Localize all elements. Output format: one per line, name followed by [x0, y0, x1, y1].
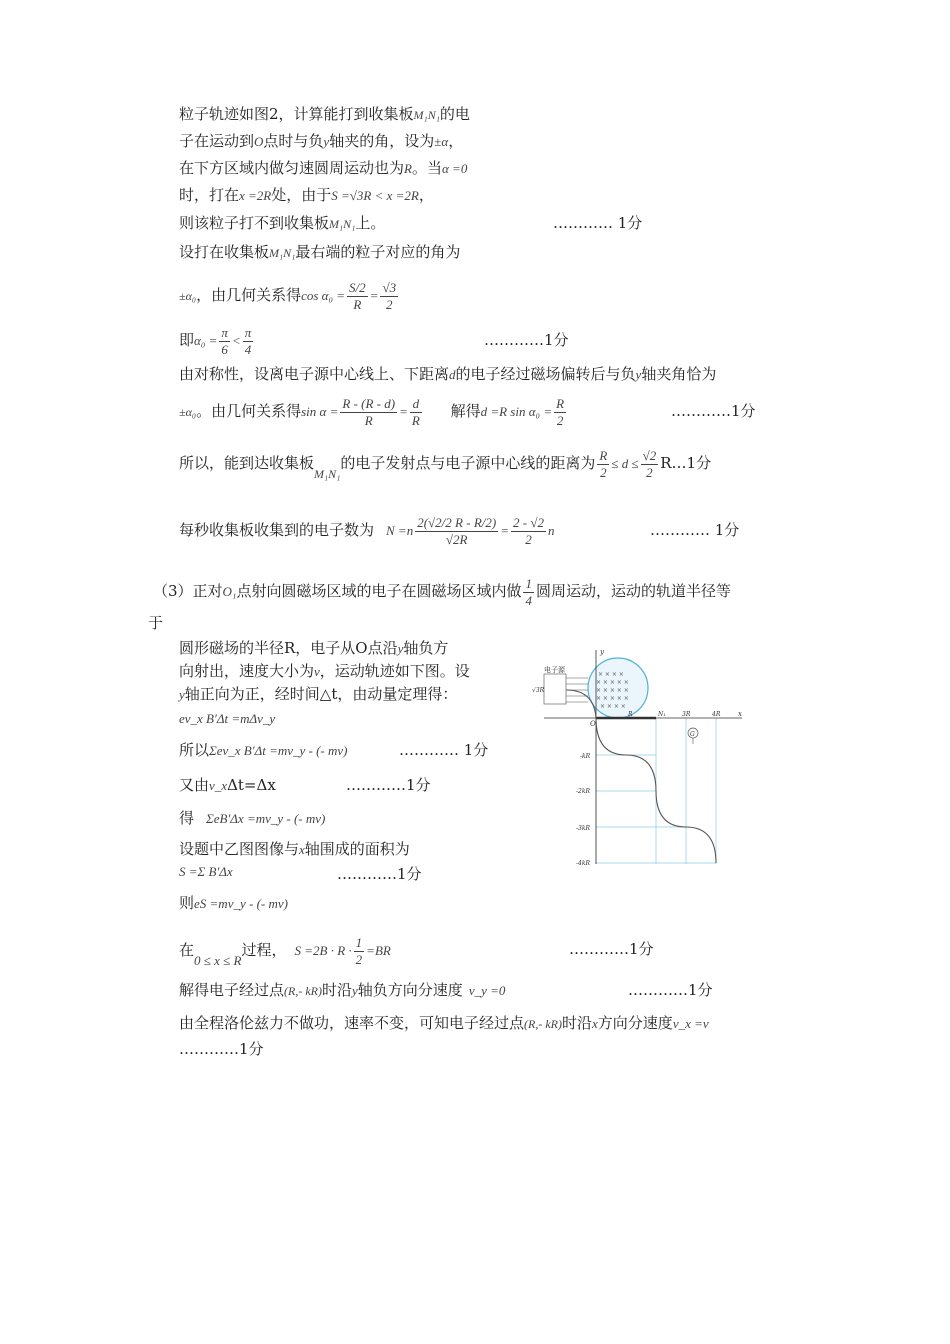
- text-line: [179, 838, 410, 861]
- math-symbol: y: [179, 687, 185, 702]
- ytick-label: -2kR: [576, 788, 590, 795]
- numerator: S/2: [349, 279, 366, 295]
- svg-text:× × × × ×: × × × × ×: [596, 687, 629, 694]
- fraction: [523, 576, 534, 609]
- text-line: [179, 979, 505, 1002]
- math-symbol: 0 ≤ x ≤ R: [194, 953, 242, 968]
- fraction: [511, 515, 546, 548]
- math-symbol: x =2R: [239, 188, 272, 203]
- math-symbol: =BR: [366, 943, 391, 958]
- text-line: [179, 241, 460, 264]
- text-line: [179, 103, 470, 126]
- math-symbol: d: [449, 367, 456, 382]
- fraction: [641, 448, 659, 481]
- score-mark: ………… 1分: [553, 214, 643, 232]
- numerator: 1: [525, 575, 532, 591]
- denominator: 4: [244, 341, 252, 357]
- numerator: R - (R - d): [342, 395, 396, 411]
- text: 上。: [355, 214, 386, 232]
- math-symbol: n: [547, 523, 555, 538]
- numerator: R: [599, 447, 608, 463]
- denominator: 2: [355, 951, 363, 967]
- text: 得: [179, 809, 195, 827]
- fraction: [354, 935, 365, 968]
- text-line: [179, 637, 448, 660]
- text: 最右端的粒子对应的角为: [295, 243, 461, 261]
- text: 。当: [411, 159, 442, 177]
- text: 时沿: [322, 981, 353, 999]
- text-line: 于: [148, 614, 164, 632]
- score-mark: R…1分: [660, 454, 712, 472]
- fraction: [415, 515, 498, 548]
- math-symbol: R: [404, 161, 412, 176]
- text: （3）正对: [153, 582, 223, 600]
- text: 由全程洛伦兹力不做功，速率不变，可知电子经过点: [179, 1014, 525, 1032]
- denominator: R: [353, 296, 362, 312]
- equation: S =Σ B′Δx: [179, 864, 233, 879]
- fraction: [347, 280, 368, 313]
- text: 向射出，速度大小为: [179, 662, 315, 680]
- math-symbol: α₀ =: [194, 333, 218, 348]
- numerator: 1: [355, 934, 363, 950]
- denominator: 2: [525, 531, 532, 547]
- math-symbol: ±α: [434, 134, 449, 149]
- math-symbol: M₁N₁: [329, 217, 356, 231]
- math-symbol: ≤ d ≤: [611, 456, 639, 471]
- ytick-label: -3kR: [576, 825, 590, 832]
- text-line: [179, 739, 348, 762]
- denominator: √2R: [445, 531, 468, 547]
- math-symbol: y: [323, 134, 330, 149]
- text: ，: [418, 186, 434, 204]
- text: 则该粒子打不到收集板: [179, 214, 330, 232]
- text-line: ±α₀。由几何关系得sin α = $\frac{R - (R - d)}{R}$ = $\frac{d}{R}$ 解得d =R sin α₀ = $\frac{R}{2}$: [179, 395, 565, 428]
- math-symbol: v_y =0: [468, 983, 506, 998]
- tick-R: R: [628, 711, 633, 718]
- text: Δt=Δx: [227, 776, 276, 794]
- text: 轴负方: [403, 639, 449, 657]
- svg-text:× × × × ×: × × × × ×: [596, 695, 629, 702]
- math-symbol: sin α =: [301, 404, 339, 419]
- text-line: [179, 157, 467, 180]
- denominator: 6: [221, 341, 228, 357]
- equation: Σev_x B′Δt =mv_y - (- mv): [209, 743, 348, 758]
- x-axis-label: x: [738, 710, 742, 718]
- text: 轴围成的面积为: [304, 840, 410, 858]
- fraction: [554, 396, 566, 429]
- numerator: √3: [382, 279, 397, 295]
- origin-label: O: [590, 720, 596, 728]
- math-symbol: S =√3R < x =2R: [331, 188, 419, 203]
- text: 圆形磁场的半径R，电子从O点沿: [179, 639, 398, 657]
- text-line: ±α₀，由几何关系得cos α₀ = $\frac{S/2}{R}$ = $\frac{√3}{2}$: [179, 279, 397, 312]
- denominator: 2: [646, 464, 653, 480]
- text: 即: [179, 331, 195, 349]
- math-symbol: ±α₀: [179, 289, 197, 303]
- numerator: √2: [642, 447, 657, 463]
- text: 解得电子经过点: [179, 981, 285, 999]
- math-symbol: v_x =v: [672, 1016, 709, 1031]
- text: 处，由于: [271, 186, 332, 204]
- tick-N1: N₁: [658, 711, 666, 718]
- svg-text:× × × ×: × × × ×: [598, 671, 624, 678]
- text: 时沿: [562, 1014, 593, 1032]
- math-symbol: (R,- kR): [284, 984, 322, 998]
- numerator: d: [410, 396, 422, 413]
- math-symbol: M₁N₁: [269, 246, 296, 260]
- text: 每秒收集板收集到的电子数为: [179, 521, 375, 539]
- text-line: [179, 212, 385, 235]
- math-symbol: y: [397, 641, 404, 656]
- math-symbol: M₁N₁: [413, 108, 440, 122]
- equation: ΣeB′Δx =mv_y - (- mv): [206, 811, 326, 826]
- fraction: [380, 280, 398, 313]
- text: 方向分速度: [597, 1014, 673, 1032]
- text: 又由: [179, 776, 210, 794]
- text: 所以: [179, 741, 210, 759]
- electron-source: [544, 674, 566, 704]
- ytick-label: -kR: [580, 753, 591, 760]
- math-symbol: S =2B · R ·: [294, 943, 352, 958]
- text: 轴夹角恰为: [641, 365, 717, 383]
- text: 时，打在: [179, 186, 240, 204]
- text: 的电: [439, 105, 470, 123]
- text-line: [179, 930, 391, 970]
- text: 轴夹的角，设为: [329, 132, 435, 150]
- score-mark: …………1分: [671, 402, 756, 420]
- text: 粒子轨迹如图2，计算能打到收集板: [179, 105, 414, 123]
- ytick-label: -4kR: [576, 860, 590, 867]
- text: 轴负方向分速度: [357, 981, 463, 999]
- text: 的电子发射点与电子源中心线的距离为: [340, 454, 596, 472]
- fraction: [243, 325, 254, 358]
- math-symbol: cos α₀ =: [301, 288, 346, 303]
- denominator: 2: [556, 412, 564, 428]
- svg-text:× × × ×: × × × ×: [600, 703, 626, 710]
- numerator: π: [244, 324, 252, 340]
- text: 点时与负: [263, 132, 324, 150]
- text: 由对称性，设离电子源中心线上、下距离: [179, 365, 450, 383]
- numerator: 2 - √2: [512, 514, 544, 530]
- text-line: [179, 892, 288, 915]
- score-mark: …………1分: [337, 865, 422, 883]
- source-label: 电子源: [544, 666, 565, 674]
- text-line: [153, 574, 731, 608]
- fraction: [219, 325, 230, 358]
- math-symbol: O: [254, 134, 264, 149]
- text: 的电子经过磁场偏转后与负: [455, 365, 636, 383]
- tick-3R: 3R: [682, 711, 691, 718]
- score-mark: …………1分: [569, 940, 654, 958]
- text-line: [179, 683, 457, 706]
- fraction: [340, 396, 397, 429]
- math-symbol: α =0: [441, 161, 468, 176]
- math-symbol: O₁: [222, 584, 237, 599]
- text-line: [179, 130, 463, 153]
- text: 设题中乙图图像与: [179, 840, 300, 858]
- text-line: [179, 184, 434, 207]
- text-line: [179, 1012, 709, 1035]
- score-mark: …………1分: [346, 776, 431, 794]
- math-symbol: M₁N₁: [314, 467, 341, 481]
- text-line: [179, 440, 711, 486]
- text: 则: [179, 894, 195, 912]
- text: 在下方区域内做匀速圆周运动也为: [179, 159, 405, 177]
- text-line: [179, 660, 470, 683]
- text: 子在运动到: [179, 132, 255, 150]
- denominator: 4: [525, 592, 532, 608]
- score-mark: ………… 1分: [399, 741, 489, 759]
- math-symbol: v: [314, 664, 320, 679]
- fraction: [597, 448, 609, 481]
- text: ，: [448, 132, 464, 150]
- text: 所以，能到达收集板: [179, 454, 315, 472]
- math-symbol: ±α₀: [179, 405, 197, 419]
- text: ，运动轨迹如下图。设: [319, 662, 470, 680]
- score-mark: …………1分: [628, 981, 713, 999]
- math-symbol: d =R sin α₀ =: [480, 404, 553, 419]
- text: ，由几何关系得: [196, 286, 302, 304]
- source-width-label: √3R: [532, 687, 545, 694]
- score-mark: ………… 1分: [650, 521, 740, 539]
- math-symbol: x: [592, 1016, 598, 1031]
- equation: eS =mv_y - (- mv): [194, 896, 288, 911]
- math-symbol: (R,- kR): [524, 1017, 562, 1031]
- text-line: [179, 363, 716, 386]
- text: 。由几何关系得: [196, 402, 302, 420]
- text-line: [179, 774, 276, 797]
- denominator: 2: [600, 464, 607, 480]
- text: 设打在收集板: [179, 243, 270, 261]
- score-mark: …………1分: [179, 1040, 264, 1058]
- tick-4R: 4R: [712, 711, 721, 718]
- math-symbol: x: [299, 842, 305, 857]
- math-symbol: v_x: [209, 778, 228, 793]
- numerator: R: [556, 395, 565, 411]
- denominator: R: [411, 412, 420, 428]
- text: 过程，: [241, 941, 287, 959]
- text: 在: [179, 941, 195, 959]
- text-line: [179, 807, 325, 830]
- y-axis-label: y: [600, 648, 604, 656]
- numerator: π: [221, 324, 228, 340]
- galvanometer-label: G: [690, 731, 695, 738]
- equation: ev_x B′Δt =mΔv_y: [179, 711, 276, 726]
- fraction: [410, 396, 422, 429]
- text-line: 即α₀ = $\frac{\pi}{6}$ < $\frac{\pi}{4}$: [179, 324, 252, 357]
- denominator: 2: [386, 296, 393, 312]
- text-line: 每秒收集板收集到的电子数为 N =n $\frac{2(√2/2 R - R/2)}{√2R}$ = $\frac{2 - √2}{2}$ n: [179, 514, 555, 547]
- text: 点射向圆磁场区域的电子在圆磁场区域内做: [236, 582, 522, 600]
- score-mark: …………1分: [484, 331, 569, 349]
- text: 圆周运动，运动的轨道半径等: [535, 582, 731, 600]
- math-symbol: y: [635, 367, 642, 382]
- text: 轴正向为正，经时间△t，由动量定理得：: [184, 685, 458, 703]
- electron-trajectory: [566, 690, 716, 863]
- math-symbol: y: [352, 983, 358, 998]
- numerator: 2(√2/2 R - R/2): [417, 514, 497, 530]
- trajectory-figure: [532, 646, 746, 874]
- text: 解得: [450, 402, 481, 420]
- math-symbol: N =n: [386, 523, 414, 538]
- svg-text:× × × × ×: × × × × ×: [596, 679, 629, 686]
- denominator: R: [364, 412, 373, 428]
